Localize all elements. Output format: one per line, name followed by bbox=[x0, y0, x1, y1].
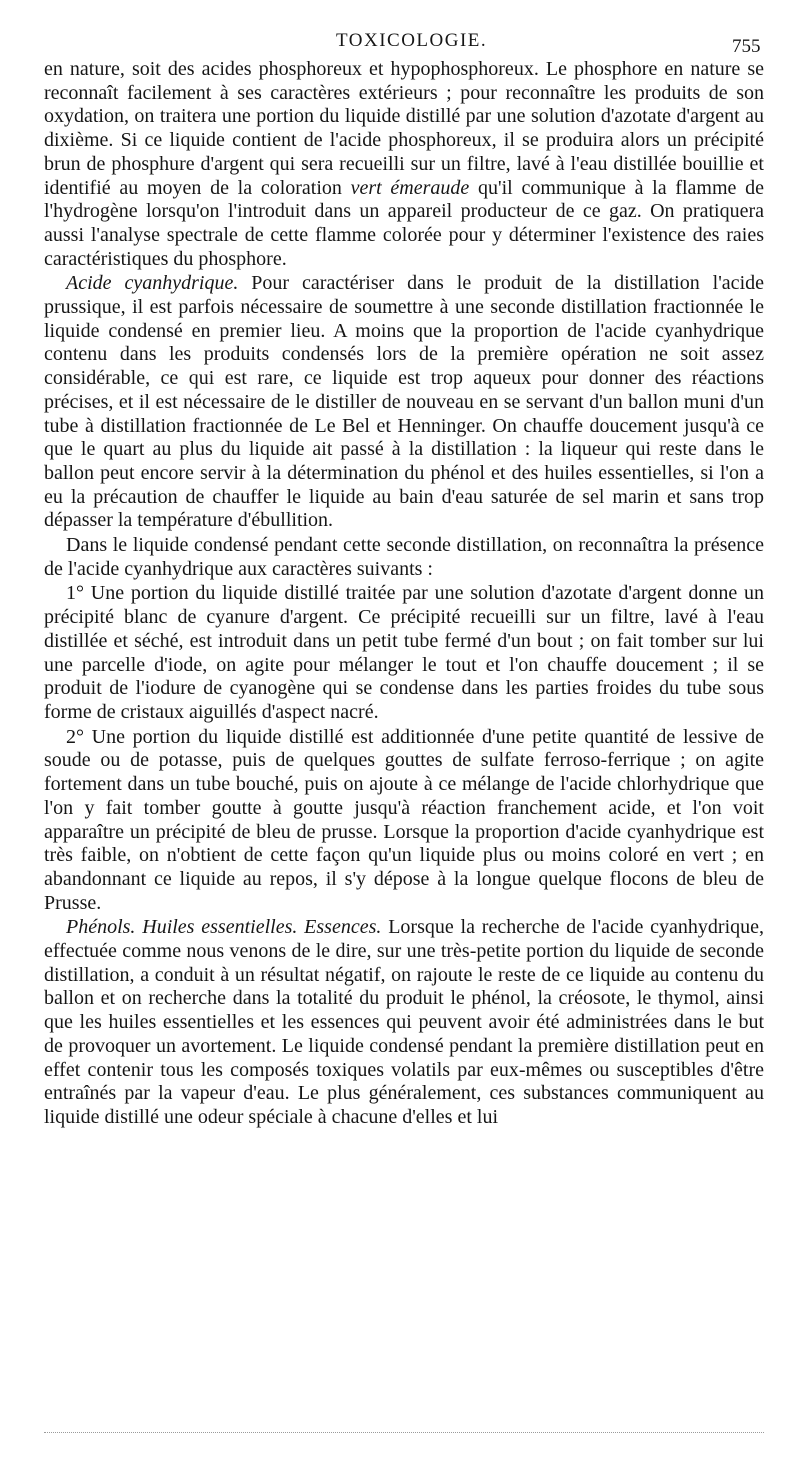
paragraph-text: Lorsque la recherche de l'acide cyanhydrique, effectuée comme nous venons de le dire, sur une très-petite portion du liquide de seconde distillation, a conduit à un résultat négatif, on rajoute le reste de ce liquide au contenu du ballon et on recherche dans la totalité du produit le phénol, la créosote, le thymol, ainsi que les huiles essentielles et les essences qui peuvent avoir été administrées dans le but de provoquer un avortement. Le liquide condensé pendant la première distillation peut en effet contenir tous les composés toxiques volatils par eux-mêmes ou susceptibles d'être entraînés par la vapeur d'eau. Le plus généralement, ces substances communiquent au liquide distillé une odeur spéciale à chacune d'elles et lui bbox=[44, 916, 764, 1128]
run-in-heading-acide-cyanhydrique: Acide cyanhydrique. bbox=[66, 272, 239, 295]
paragraph-test-2 bbox=[44, 726, 764, 916]
paragraph-phosphorus-continued bbox=[44, 58, 764, 271]
run-in-heading-phenols: Phénols. Huiles essentielles. Essences. bbox=[66, 916, 382, 939]
paragraph-second-distillation bbox=[44, 534, 764, 581]
paragraph-text: 1° Une portion du liquide distillé traitée par une solution d'azotate d'argent donne un précipité blanc de cyanure d'argent. Ce précipité recueilli sur un filtre, lavé à l'eau distillée et séché, est introduit dans un petit tube fermé d'un bout ; on fait tomber sur lui une parcelle d'iode, on agite pour mélanger le tout et l'on chauffe doucement ; il se produit de l'iodure de cyanogène qui se condense dans les parties froides du tube sous forme de cristaux aiguillés d'aspect nacré. bbox=[44, 582, 764, 723]
emphasis-vert-emeraude: vert émeraude bbox=[350, 176, 470, 199]
footer-dotted-rule bbox=[44, 1432, 764, 1433]
paragraph-test-1 bbox=[44, 582, 764, 724]
paragraph-text: Dans le liquide condensé pendant cette seconde distillation, on reconnaîtra la présence de l'acide cyanhydrique aux caractères suivants : bbox=[44, 534, 764, 580]
running-head bbox=[0, 30, 800, 58]
paragraph-text-after: qu'il communique à la flamme de l'hydrogène lorsqu'on l'introduit dans un appareil producteur de ce gaz. On pratiquera aussi l'analyse spectrale de cette flamme colorée pour y déterminer l'existence des raies caractéristiques du phosphore. bbox=[44, 176, 764, 270]
body-text bbox=[44, 58, 764, 1130]
paragraph-phenols bbox=[44, 916, 764, 1129]
running-title: TOXICOLOGIE. bbox=[336, 30, 488, 51]
paragraph-text: 2° Une portion du liquide distillé est additionnée d'une petite quantité de lessive de soude ou de potasse, puis de quelques gouttes de sulfate ferroso-ferrique ; on agite fortement dans un tube bouché, puis on ajoute à ce mélange de l'acide chlorhydrique que l'on y fait tomber goutte à goutte jusqu'à réaction franchement acide, et l'on voit apparaître un précipité de bleu de prusse. Lorsque la proportion d'acide cyanhydrique est très faible, on n'obtient de cette façon qu'un liquide plus ou moins coloré en vert ; en abandonnant ce liquide au repos, il s'y dépose à la longue quelque flocons de bleu de Prusse. bbox=[44, 725, 764, 914]
paragraph-acide-cyanhydrique bbox=[44, 272, 764, 533]
page-number: 755 bbox=[732, 36, 761, 57]
paragraph-text: Pour caractériser dans le produit de la distillation l'acide prussique, il est parfois nécessaire de soumettre à une seconde distillation fractionnée le liquide condensé en premier lieu. A moins que la proportion de l'acide cyanhydrique contenu dans les produits condensés lors de la première opération ne soit assez considérable, ce qui est rare, ce liquide est trop aqueux pour donner des réactions précises, et il est nécessaire de le distiller de nouveau en se servant d'un ballon muni d'un tube à distillation fractionnée de Le Bel et Henninger. On chauffe doucement jusqu'à ce que le quart au plus du liquide ait passé à la distillation : la liqueur qui reste dans le ballon peut encore servir à la détermination du phénol et des huiles essentielles, si l'on a eu la précaution de chauffer le liquide au bain d'eau saturée de sel marin et sans trop dépasser la température d'ébullition. bbox=[44, 272, 764, 532]
paragraph-text: en nature, soit des acides phosphoreux et hypophosphoreux. Le phosphore en nature se reconnaît facilement à ses caractères extérieurs ; pour reconnaître les produits de son oxydation, on traitera une portion du liquide distillé par une solution d'azotate d'argent au dixième. Si ce liquide contient de l'acide phosphoreux, il se produira alors un précipité brun de phosphure d'argent qui sera recueilli sur un filtre, lavé à l'eau distillée bouillie et identifié au moyen de la coloration bbox=[44, 58, 764, 199]
